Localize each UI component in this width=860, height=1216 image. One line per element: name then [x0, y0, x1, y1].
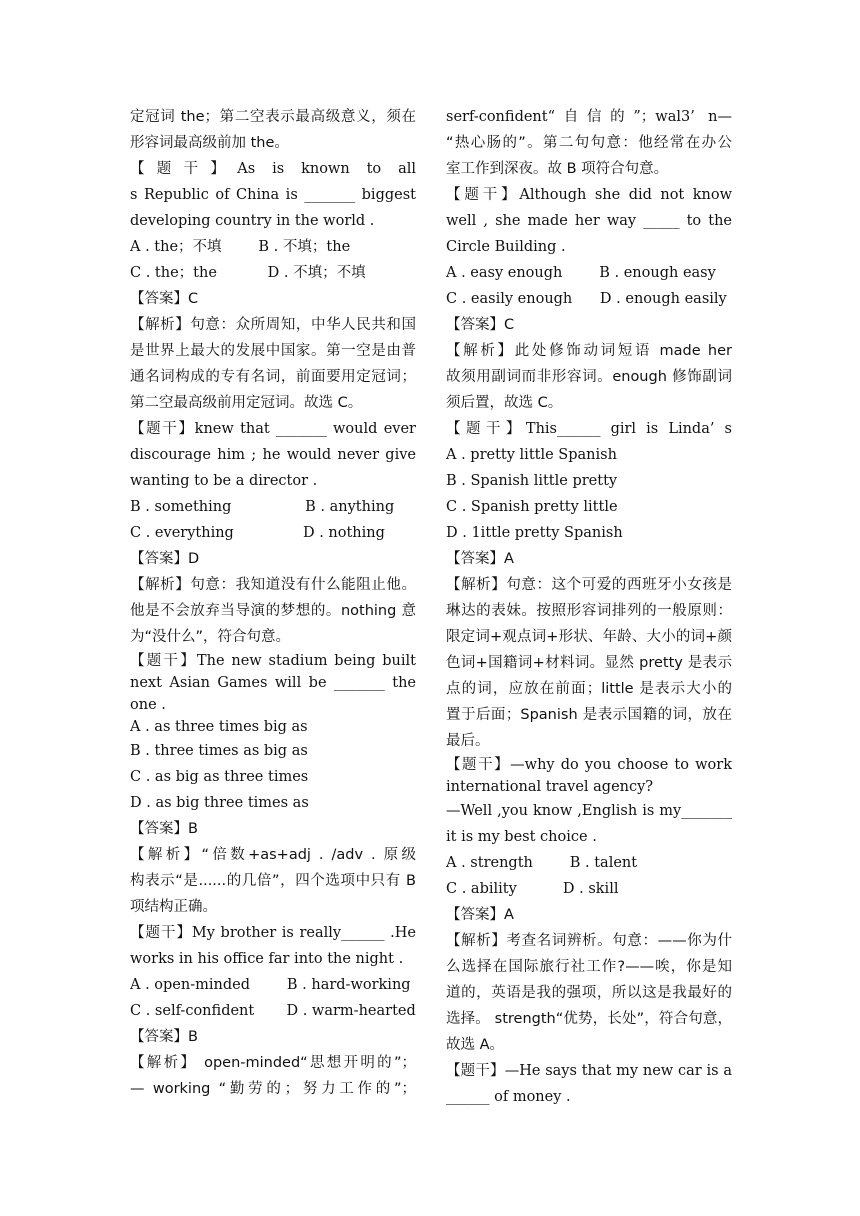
left-column-line: 为“没什么”，符合句意。 [130, 629, 291, 645]
right-column-line: well , she made her way _____ to the [446, 213, 732, 229]
left-column-line: 构表示“是......的几倍”，四个选项中只有 B [130, 873, 416, 889]
right-column-line: 故须用副词而非形容词。enough 修饰副词 [446, 369, 732, 385]
right-column-line: 道的，英语是我的强项，所以这是我最好的 [446, 985, 732, 1001]
right-column-line: —Well ,you know ,English is my_______ [446, 803, 732, 819]
left-column-line: wanting to be a director . [130, 473, 318, 489]
left-column-line: developing country in the world . [130, 213, 375, 229]
right-column-line: Circle Building . [446, 239, 566, 255]
left-column-line: 他是不会放弃当导演的梦想的。nothing 意 [130, 603, 416, 619]
right-column-line: 琳达的表妹。按照形容词排列的一般原则： [446, 603, 732, 619]
right-column-line: international travel agency? [446, 779, 654, 795]
left-column-line: B . three times as big as [130, 743, 308, 759]
left-column-line: 【答案】B [130, 1029, 198, 1045]
left-column-line: 【解析】 open-minded“思想开明的”； [130, 1055, 416, 1071]
right-column-line: 【答案】A [446, 551, 514, 567]
right-column-line: 【题干】Although she did not know [446, 187, 732, 203]
left-column-line: C . everything D . nothing [130, 525, 385, 541]
left-column-line: one . [130, 697, 166, 713]
right-column-line: C . easily enough D . enough easily [446, 291, 727, 307]
right-column-line: 最后。 [446, 733, 490, 749]
right-column-line: 选择。 strength“优势，长处”，符合句意， [446, 1011, 732, 1027]
right-column-line: 【答案】A [446, 907, 514, 923]
left-column [130, 104, 416, 1102]
right-column-line: D . 1ittle pretty Spanish [446, 525, 623, 541]
left-column-line: 【题干】The new stadium being built [130, 653, 416, 669]
right-column-line: “热心肠的”。第二句句意：他经常在办公 [446, 135, 732, 151]
right-column-line: 【题干】This______ girl is Linda’ s [446, 421, 732, 437]
right-column-line: C . Spanish pretty little [446, 499, 618, 515]
left-column-line: 第二空最高级前用定冠词。故选 C。 [130, 395, 363, 411]
right-column [446, 104, 732, 1110]
left-column-line: 【答案】B [130, 821, 198, 837]
right-column-line: 【解析】考查名词辨析。句意：——你为什 [446, 933, 732, 949]
left-column-line: 项结构正确。 [130, 899, 217, 915]
right-column-line: A . easy enough B . enough easy [446, 265, 716, 281]
left-column-line: 【解析】句意：众所周知，中华人民共和国 [130, 317, 416, 333]
right-column-line: C . ability D . skill [446, 881, 619, 897]
left-column-line: works in his office far into the night . [130, 951, 404, 967]
left-column-line: D . as big three times as [130, 795, 309, 811]
left-column-line: B . something B . anything [130, 499, 395, 515]
right-column-line: 【题干】—He says that my new car is a [446, 1063, 732, 1079]
right-column-line: 【题干】—why do you choose to work [446, 757, 732, 773]
left-column-line: 形容词最高级前加 the。 [130, 135, 289, 151]
left-column-line: 【答案】D [130, 551, 200, 567]
right-column-line: serf-confident“自信的”；wal3’ n— [446, 109, 732, 125]
right-column-line: 室工作到深夜。故 B 项符合句意。 [446, 161, 669, 177]
right-column-line: 须后置，故选 C。 [446, 395, 563, 411]
right-column-line: 故选 A。 [446, 1037, 505, 1053]
left-column-line: 是世界上最大的发展中国家。第一空是由普 [130, 343, 416, 359]
left-column-line: 【题干】As is known to all [130, 161, 416, 177]
left-column-line: C . the；the D . 不填；不填 [130, 265, 366, 281]
right-column-line: B . Spanish little pretty [446, 473, 618, 489]
left-column-line: A . the；不填 B . 不填；the [130, 239, 351, 255]
right-column-line: A . strength B . talent [446, 855, 638, 871]
left-column-line: 【答案】C [130, 291, 199, 307]
left-column-line: 通名词构成的专有名词，前面要用定冠词； [130, 369, 416, 385]
right-column-line: 【解析】句意：这个可爱的西班牙小女孩是 [446, 577, 732, 593]
right-column-line: 【答案】C [446, 317, 515, 333]
left-column-line: 【题干】My brother is really______ .He [130, 925, 416, 941]
left-column-line: next Asian Games will be _______ the [130, 675, 416, 691]
left-column-line: 【解析】句意：我知道没有什么能阻止他。 [130, 577, 416, 593]
right-column-line: A . pretty little Spanish [446, 447, 617, 463]
left-column-line: discourage him ; he would never give [130, 447, 416, 463]
left-column-line: 【题干】knew that _______ would ever [130, 421, 416, 437]
left-column-line: C . as big as three times [130, 769, 309, 785]
right-column-line: 置于后面；Spanish 是表示国籍的词，放在 [446, 707, 732, 723]
right-column-line: 限定词+观点词+形状、年龄、大小的词+颜 [446, 629, 732, 645]
left-column-line: A . open-minded B . hard-working [130, 977, 411, 993]
left-column-line: 定冠词 the；第二空表示最高级意义，须在 [130, 109, 416, 125]
right-column-line: 【解析】此处修饰动词短语 made her [446, 343, 732, 359]
right-column-line: 点的词，应放在前面；little 是表示大小的 [446, 681, 732, 697]
left-column-line: — working “勤劳的；努力工作的”； [130, 1081, 416, 1097]
left-column-line: s Republic of China is _______ biggest [130, 187, 416, 203]
right-column-line: 色词+国籍词+材料词。显然 pretty 是表示 [446, 655, 732, 671]
left-column-line: 【解析】“倍数+as+adj . /adv . 原级 [130, 847, 416, 863]
right-column-line: 么选择在国际旅行社工作?——唉，你是知 [446, 959, 732, 975]
right-column-line: it is my best choice . [446, 829, 597, 845]
right-column-line: ______ of money . [446, 1089, 571, 1105]
left-column-line: A . as three times big as [130, 719, 308, 735]
left-column-line: C . self-confident D . warm-hearted [130, 1003, 416, 1019]
